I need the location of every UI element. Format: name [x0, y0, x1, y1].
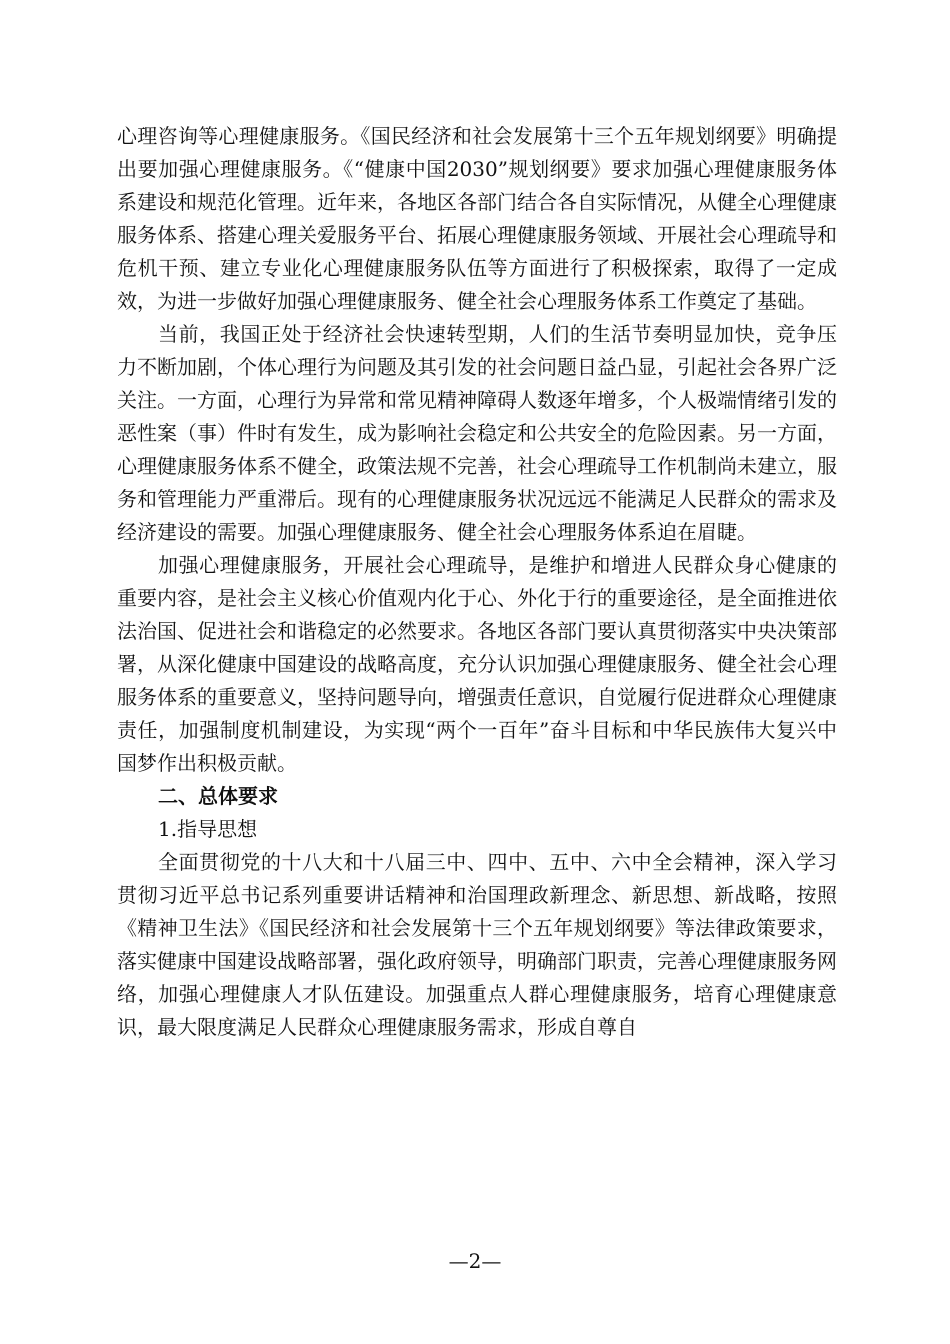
paragraph-current-situation: 当前，我国正处于经济社会快速转型期，人们的生活节奏明显加快，竞争压力不断加剧，个体心理行为问题及其引发的社会问题日益凸显，引起社会各界广泛关注。一方面，心理行为异常和常见精神障碍人数逐年增多，个人极端情绪引发的恶性案（事）件时有发生，成为影响社会稳定和公共安全的危险因素。另一方面，心理健康服务体系不健全，政策法规不完善，社会心理疏导工作机制尚未建立，服务和管理能力严重滞后。现有的心理健康服务状况远远不能满足人民群众的需求及经济建设的需要。加强心理健康服务、健全社会心理服务体系迫在眉睫。	[117, 322, 837, 544]
subsection-heading: 1.指导思想	[158, 817, 258, 841]
paragraph-importance: 加强心理健康服务，开展社会心理疏导，是维护和增进人民群众身心健康的重要内容，是社会主义核心价值观内化于心、外化于行的重要途径，是全面推进依法治国、促进社会和谐稳定的必然要求。各地区各部门要认真贯彻落实中央决策部署，从深化健康中国建设的战略高度，充分认识加强心理健康服务、健全社会心理服务体系的重要意义，坚持问题导向，增强责任意识，自觉履行促进群众心理健康责任，加强制度机制建设，为实现“两个一百年”奋斗目标和中华民族伟大复兴中国梦作出积极贡献。	[117, 553, 837, 775]
paragraph-guiding-thought: 全面贯彻党的十八大和十八届三中、四中、五中、六中全会精神，深入学习贯彻习近平总书记系列重要讲话精神和治国理政新理念、新思想、新战略，按照《精神卫生法》《国民经济和社会发展第十三个五年规划纲要》等法律政策要求，落实健康中国建设战略部署，强化政府领导，明确部门职责，完善心理健康服务网络，加强心理健康人才队伍建设。加强重点人群心理健康服务，培育心理健康意识，最大限度满足人民群众心理健康服务需求，形成自尊自	[117, 850, 837, 1039]
document-body	[117, 120, 837, 1044]
section-heading: 二、总体要求	[158, 784, 278, 808]
paragraph-continuation: 心理咨询等心理健康服务。《国民经济和社会发展第十三个五年规划纲要》明确提出要加强心理健康服务。《“健康中国2030”规划纲要》要求加强心理健康服务体系建设和规范化管理。近年来，各地区各部门结合各自实际情况，从健全心理健康服务体系、搭建心理关爱服务平台、拓展心理健康服务领域、开展社会心理疏导和危机干预、建立专业化心理健康服务队伍等方面进行了积极探索，取得了一定成效，为进一步做好加强心理健康服务、健全社会心理服务体系工作奠定了基础。	[117, 124, 837, 313]
page-number: —2—	[448, 1249, 502, 1273]
